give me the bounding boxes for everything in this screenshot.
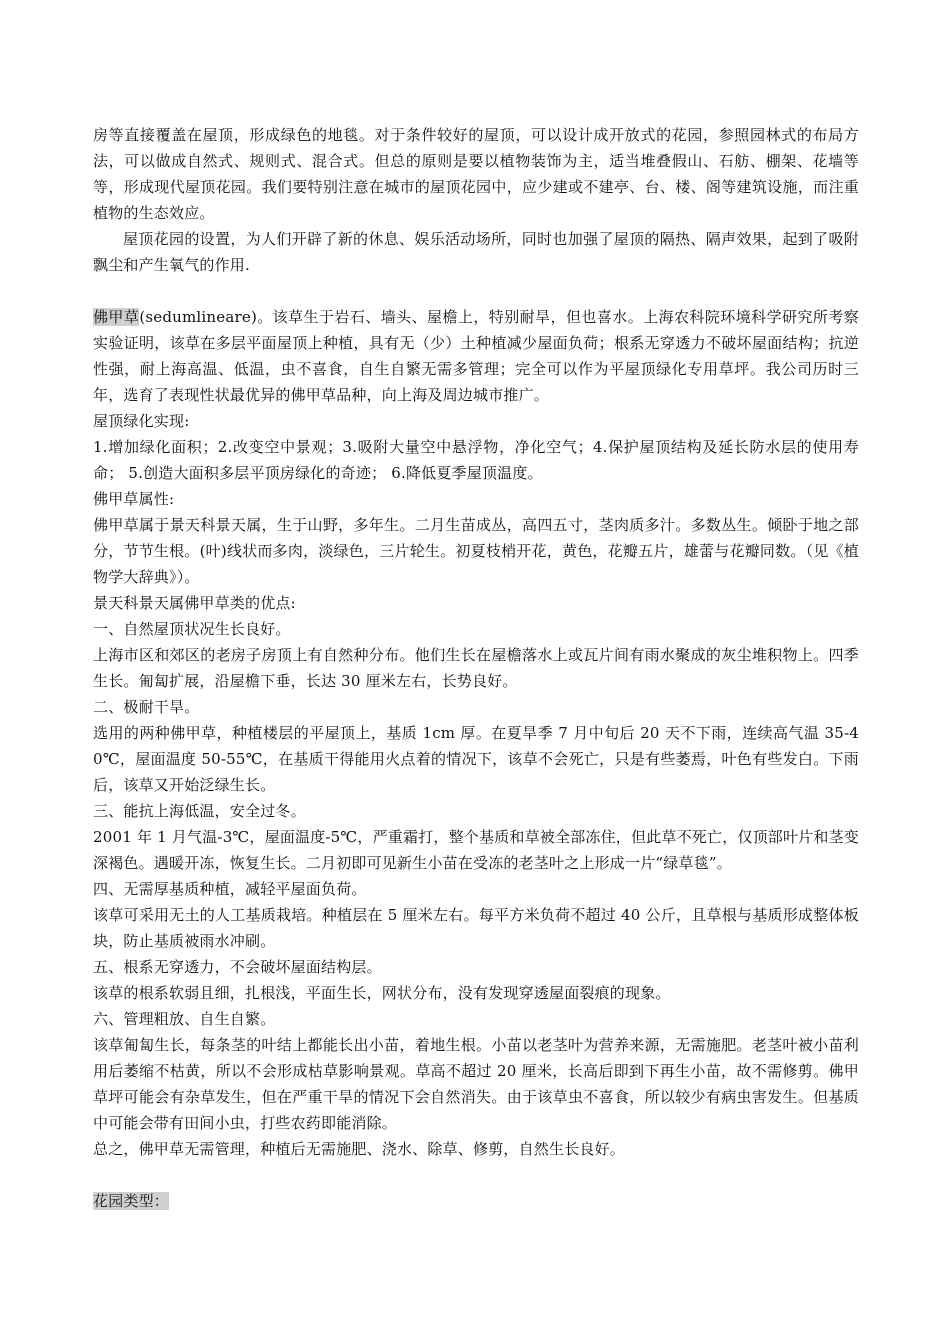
document-page: [93, 122, 859, 1214]
heading-sedum-attributes: 佛甲草属性:: [93, 490, 175, 508]
advantage-heading-2: 二、极耐干旱。: [93, 698, 200, 716]
paragraph-roof-garden-design: 房等直接覆盖在屋顶，形成绿色的地毯。对于条件较好的屋顶，可以设计成开放式的花园，参照园林式的布局方法，可以做成自然式、规则式、混合式。但总的原则是要以植物装饰为主，适当堆叠假山、石舫、棚架、花墙等等，形成现代屋顶花园。我们要特别注意在城市的屋顶花园中，应少建或不建亭、台、楼、阁等建筑设施，而注重植物的生态效应。: [93, 126, 859, 222]
highlighted-term: 佛甲草: [93, 308, 140, 326]
blank-line: [93, 1162, 859, 1188]
paragraph-roof-greening-list: 1.增加绿化面积；2.改变空中景观；3.吸附大量空中悬浮物，净化空气；4.保护屋顶结构及延长防水层的使用寿命； 5.创造大面积多层平顶房绿化的奇迹； 6.降低夏季屋顶温度。: [93, 438, 859, 482]
advantage-heading-5: 五、根系无穿透力，不会破坏屋面结构层。: [93, 958, 382, 976]
heading-roof-greening: 屋顶绿化实现:: [93, 412, 190, 430]
heading-advantages: 景天科景天属佛甲草类的优点:: [93, 594, 296, 612]
advantage-text-6: 该草匍匐生长，每条茎的叶结上都能长出小苗，着地生根。小苗以老茎叶为营养来源，无需施肥。老茎叶被小苗利用后萎缩不枯黄，所以不会形成枯草影响景观。草高不超过 20 厘米，长高后即到下再生小苗，故不需修剪。佛甲草坪可能会有杂草发生，但在严重干旱的情况下会自然消失。由于该草虫不喜食，所以较少有病虫害发生。但基质中可能会带有田间小虫，打些农药即能消除。: [93, 1036, 859, 1132]
paragraph-roof-garden-benefits: 屋顶花园的设置，为人们开辟了新的休息、娱乐活动场所，同时也加强了屋顶的隔热、隔声效果，起到了吸附飘尘和产生氧气的作用.: [93, 230, 859, 274]
advantage-text-3: 2001 年 1 月气温-3℃，屋面温度-5℃，严重霜打，整个基质和草被全部冻住，但此草不死亡，仅顶部叶片和茎变深褐色。遇暖开冻，恢复生长。二月初即可见新生小苗在受冻的老茎叶之上形成一片“绿草毯”。: [93, 828, 860, 872]
advantage-heading-6: 六、管理粗放、自生自繁。: [93, 1010, 276, 1028]
advantage-text-1: 上海市区和郊区的老房子房顶上有自然种分布。他们生长在屋檐落水上或瓦片间有雨水聚成的灰尘堆积物上。四季生长。匍匐扩展，沿屋檐下垂，长达 30 厘米左右，长势良好。: [93, 646, 859, 690]
advantage-text-5: 该草的根系软弱且细，扎根浅，平面生长，网状分布，没有发现穿透屋面裂痕的现象。: [93, 984, 671, 1002]
sedum-intro-text: (sedumlineare)。该草生于岩石、墙头、屋檐上，特别耐旱，但也喜水。上海农科院环境科学研究所考察实验证明，该草在多层平面屋顶上种植，具有无（少）土种植减少屋面负荷；根系无穿透力不破坏屋面结构；抗逆性强，耐上海高温、低温，虫不喜食，自生自繁无需多管理；完全可以作为平屋顶绿化专用草坪。我公司历时三年，选育了表现性状最优异的佛甲草品种，向上海及周边城市推广。: [93, 308, 859, 404]
blank-line: [93, 278, 859, 304]
advantage-heading-4: 四、无需厚基质种植，减轻平屋面负荷。: [93, 880, 367, 898]
advantage-text-4: 该草可采用无土的人工基质栽培。种植层在 5 厘米左右。每平方米负荷不超过 40 公斤，且草根与基质形成整体板块，防止基质被雨水冲刷。: [93, 906, 859, 950]
paragraph-sedum-attributes: 佛甲草属于景天科景天属，生于山野，多年生。二月生苗成丛，高四五寸，茎肉质多汁。多数丛生。倾卧于地之部分，节节生根。(叶)线状而多肉，淡绿色，三片轮生。初夏枝梢开花，黄色，花瓣五片，雄蕾与花瓣同数。（见《植物学大辞典》）。: [93, 516, 859, 586]
advantage-heading-3: 三、能抗上海低温，安全过冬。: [93, 802, 306, 820]
advantage-heading-1: 一、自然屋顶状况生长良好。: [93, 620, 291, 638]
paragraph-sedum-intro: [93, 304, 859, 408]
advantage-text-2: 选用的两种佛甲草，种植楼层的平屋顶上，基质 1cm 厚。在夏旱季 7 月中旬后 20 天不下雨，连续高气温 35-40℃，屋面温度 50-55℃，在基质干得能用火点着的情况下，该草不会死亡，只是有些萎焉，叶色有些发白。下雨后，该草又开始泛绿生长。: [93, 724, 859, 794]
paragraph-summary: 总之，佛甲草无需管理，种植后无需施肥、浇水、除草、修剪，自然生长良好。: [93, 1140, 626, 1158]
highlighted-heading: 花园类型：: [93, 1192, 170, 1210]
heading-garden-types: [93, 1188, 859, 1214]
